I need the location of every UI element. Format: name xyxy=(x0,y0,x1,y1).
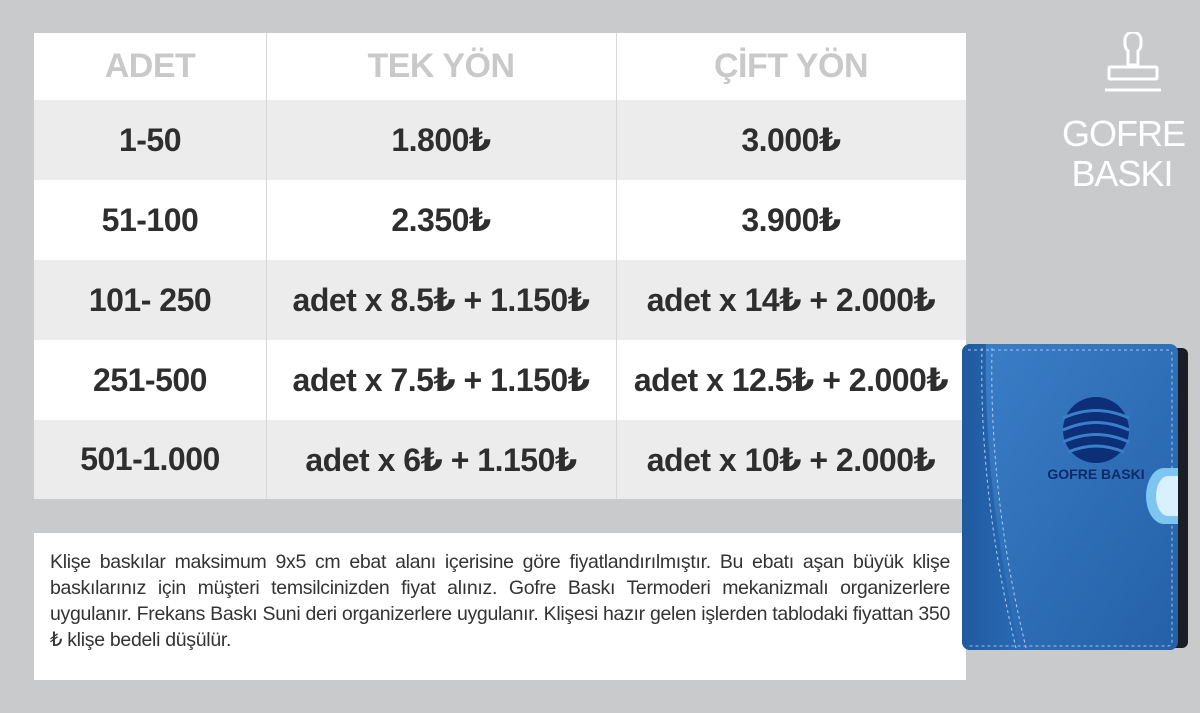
stamp-icon xyxy=(1099,32,1167,102)
cell-single-side-price: 1.800₺ xyxy=(391,122,491,158)
cell-single-side-price: 2.350₺ xyxy=(391,202,491,238)
folder-logo-text: GOFRE BASKI xyxy=(1047,466,1145,482)
table-row xyxy=(34,260,966,340)
organizer-folder-image xyxy=(958,338,1190,656)
cell-double-side-price: 3.900₺ xyxy=(741,202,841,238)
cell-quantity: 51-100 xyxy=(101,201,199,238)
header-tek-yon: TEK YÖN xyxy=(367,47,515,85)
cell-quantity: 101- 250 xyxy=(88,281,212,318)
pricing-note xyxy=(34,533,966,680)
cell-quantity: 1-50 xyxy=(118,121,182,158)
cell-quantity: 251-500 xyxy=(93,361,207,398)
cell-double-side-price: adet x 10₺ + 2.000₺ xyxy=(646,441,936,478)
table-row xyxy=(34,180,966,260)
cell-double-side-price: 3.000₺ xyxy=(741,122,841,158)
cell-double-side-price: adet x 14₺ + 2.000₺ xyxy=(646,282,936,318)
column-divider xyxy=(616,33,617,499)
cell-quantity: 501-1.000 xyxy=(80,441,220,477)
cell-single-side-price: adet x 8.5₺ + 1.150₺ xyxy=(292,282,590,318)
brand-name xyxy=(1062,113,1186,194)
cell-single-side-price: adet x 6₺ + 1.150₺ xyxy=(305,441,577,478)
pricing-note-text: Klişe baskılar maksimum 9x5 cm ebat alanı içerisine göre fiyatlandırılmıştır. Bu ebatı aşan büyük klişe baskılarınız için müşteri temsilcinizden fiyat alınız. Gofre Baskı Termoderi mekanizmalı organizerlere uygulanır. Frekans Baskı Suni deri organizerlere uygulanır. Klişesi hazır gelen işlerden tablodaki fiyattan 350 ₺ klişe bedeli düşülür. xyxy=(50,551,950,651)
table-row xyxy=(34,340,966,420)
cell-double-side-price: adet x 12.5₺ + 2.000₺ xyxy=(633,362,949,398)
brand-line-1: GOFRE xyxy=(1062,113,1186,154)
table-row xyxy=(34,100,966,180)
header-cift-yon: ÇİFT YÖN xyxy=(713,47,869,85)
header-adet: ADET xyxy=(104,47,196,85)
price-table xyxy=(34,33,966,499)
table-header-row xyxy=(34,33,966,100)
brand-line-2: BASKI xyxy=(1071,153,1173,194)
column-divider xyxy=(266,33,267,499)
table-row xyxy=(34,420,966,499)
cell-single-side-price: adet x 7.5₺ + 1.150₺ xyxy=(292,362,590,398)
